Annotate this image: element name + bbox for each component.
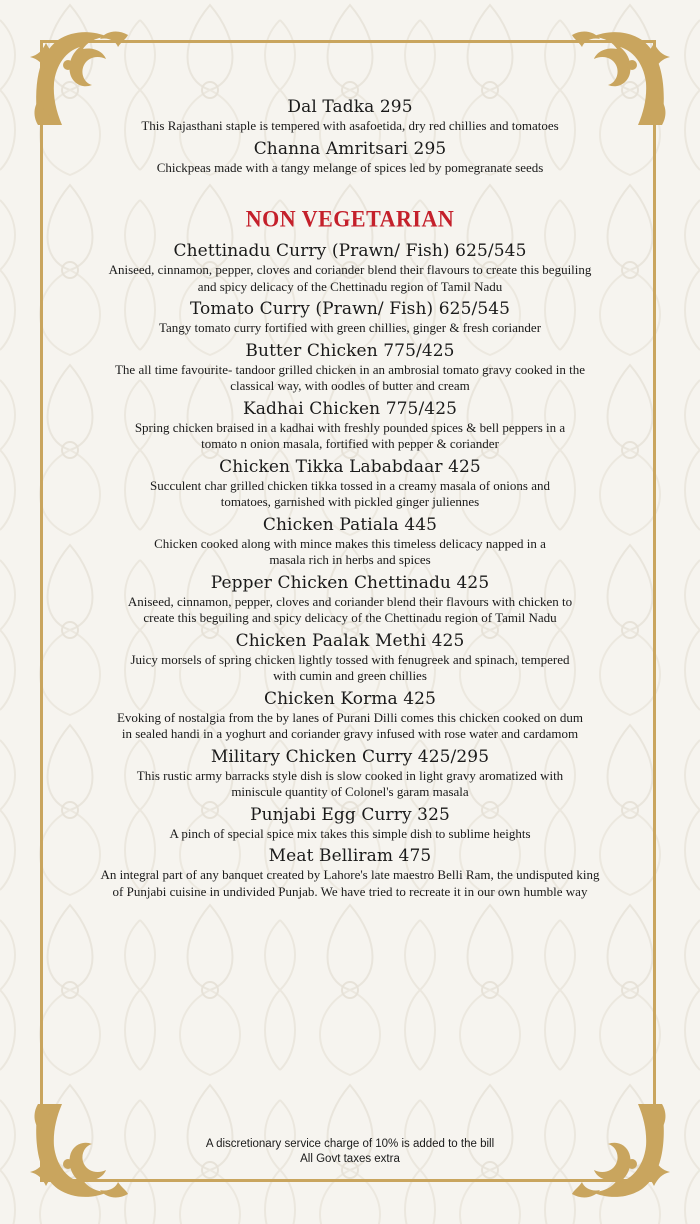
menu-item-title: Channa Amritsari 295	[253, 138, 447, 159]
menu-item-description: Chicken cooked along with mince makes this timeless delicacy napped in a masala rich in herbs and spices	[154, 535, 546, 567]
menu-content	[100, 96, 600, 903]
menu-item	[100, 240, 600, 295]
menu-item-title: Dal Tadka 295	[287, 97, 413, 117]
menu-item-title: Chicken Tikka Lababdaar 425	[219, 456, 481, 477]
menu-item-title: Tomato Curry (Prawn/ Fish) 625/545	[189, 299, 511, 319]
menu-item-title: Chicken Korma 425	[263, 688, 437, 709]
tax-note: All Govt taxes extra	[300, 1153, 400, 1165]
menu-item-description: Juicy morsels of spring chicken lightly tossed with fenugreek and spinach, tempered with cumin and green chillies	[130, 651, 570, 683]
menu-item	[100, 138, 600, 177]
menu-item	[100, 630, 600, 685]
menu-item-description: An integral part of any banquet created by Lahore's late maestro Belli Ram, the undisputed king of Punjabi cuisine in undivided Punjab. We have tried to recreate it in our own humble way	[100, 867, 600, 899]
menu-item	[100, 804, 600, 843]
menu-item-title: Kadhai Chicken 775/425	[242, 398, 458, 419]
menu-item	[100, 96, 600, 135]
menu-item-description: A pinch of special spice mix takes this simple dish to sublime heights	[169, 825, 531, 841]
menu-item-title: Punjabi Egg Curry 325	[250, 804, 450, 825]
menu-item	[100, 340, 600, 395]
menu-item-description: Succulent char grilled chicken tikka tossed in a creamy masala of onions and tomatoes, garnished with pickled ginger juliennes	[150, 477, 550, 509]
menu-item-description: Aniseed, cinnamon, pepper, cloves and coriander blend their flavours with chicken to create this beguiling and spicy delicacy of the Chettinadu region of Tamil Nadu	[127, 593, 573, 625]
menu-item-title: Chicken Paalak Methi 425	[235, 630, 465, 651]
menu-item-description: The all time favourite- tandoor grilled chicken in an ambrosial tomato gravy cooked in the classical way, with oodles of butter and cream	[114, 361, 585, 393]
section-heading: NON VEGETARIAN	[245, 205, 455, 232]
menu-item	[100, 456, 600, 511]
menu-item-description: This Rajasthani staple is tempered with asafoetida, dry red chillies and tomatoes	[141, 118, 559, 133]
menu-item-description: Chickpeas made with a tangy melange of spices led by pomegranate seeds	[156, 159, 544, 175]
menu-item	[100, 514, 600, 569]
footer-note	[100, 1137, 600, 1167]
menu-item-description: Evoking of nostalgia from the by lanes of Purani Dilli comes this chicken cooked on dum in sealed handi in a yoghurt and coriander gravy infused with rose water and cardamom	[116, 709, 584, 741]
menu-item-description: This rustic army barracks style dish is slow cooked in light gravy aromatized with miniscule quantity of Colonel's garam masala	[136, 767, 564, 799]
menu-item	[100, 845, 600, 900]
menu-item-description: Spring chicken braised in a kadhai with freshly pounded spices & bell peppers in a tomato n onion masala, fortified with pepper & coriander	[134, 419, 566, 451]
menu-item	[100, 398, 600, 453]
menu-item	[100, 572, 600, 627]
menu-item	[100, 688, 600, 743]
menu-item-description: Tangy tomato curry fortified with green chillies, ginger & fresh coriander	[158, 320, 542, 335]
menu-item-title: Military Chicken Curry 425/295	[210, 746, 490, 767]
menu-item	[100, 298, 600, 337]
menu-item-title: Butter Chicken 775/425	[245, 340, 455, 361]
menu-item-title: Pepper Chicken Chettinadu 425	[210, 572, 490, 593]
menu-item	[100, 746, 600, 801]
menu-item-title: Meat Belliram 475	[268, 846, 432, 866]
menu-item-title: Chettinadu Curry (Prawn/ Fish) 625/545	[173, 241, 527, 261]
service-charge-note: A discretionary service charge of 10% is added to the bill	[205, 1138, 495, 1150]
menu-item-title: Chicken Patiala 445	[262, 514, 438, 535]
menu-item-description: Aniseed, cinnamon, pepper, cloves and coriander blend their flavours to create this beguiling and spicy delicacy of the Chettinadu region of Tamil Nadu	[108, 262, 592, 294]
